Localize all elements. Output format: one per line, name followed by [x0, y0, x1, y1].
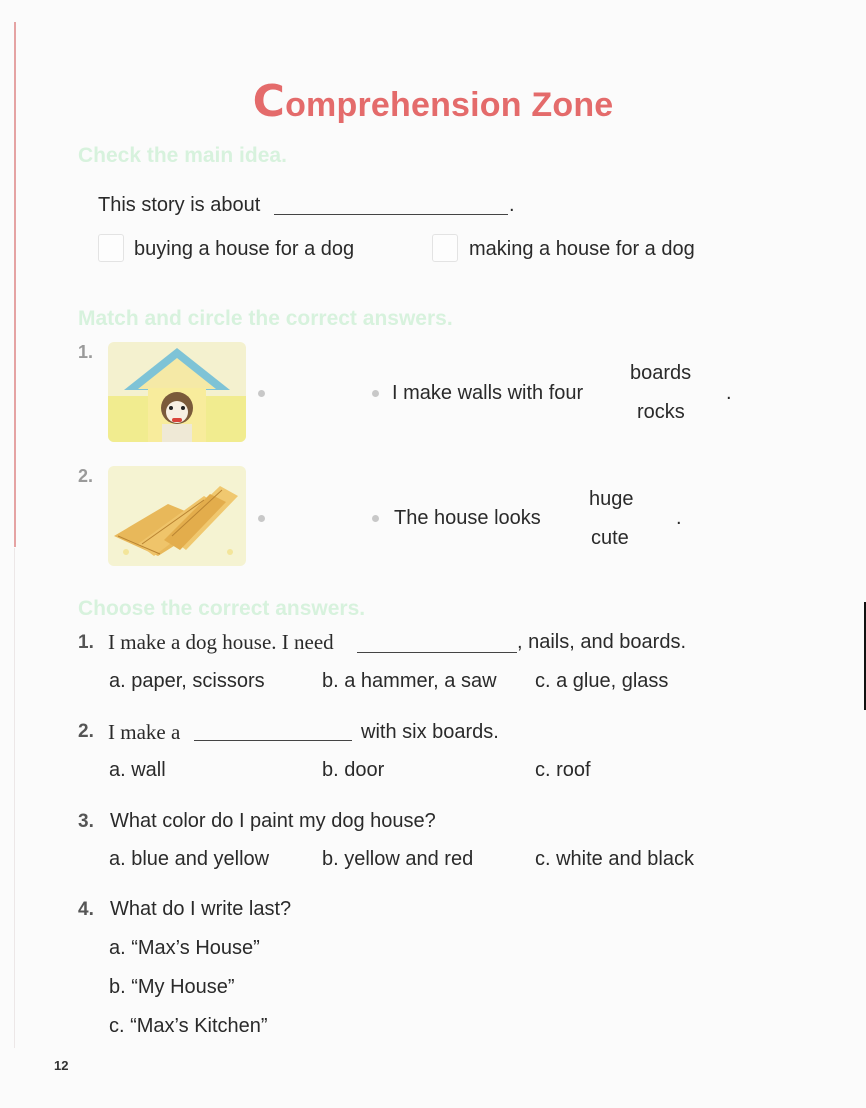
- question-3-option-a[interactable]: a. blue and yellow: [109, 848, 270, 870]
- choose-heading: Choose the correct answers.: [78, 597, 366, 620]
- question-2-option-a[interactable]: a. wall: [109, 759, 166, 781]
- match-right-dot-1[interactable]: [372, 390, 379, 397]
- question-number-1: 1.: [78, 632, 94, 653]
- match-choice-2b[interactable]: cute: [591, 527, 629, 549]
- question-1-option-c[interactable]: c. a glue, glass: [535, 670, 669, 692]
- match-end-2: .: [676, 507, 682, 529]
- question-3-option-b[interactable]: b. yellow and red: [322, 848, 474, 870]
- main-idea-blank[interactable]: [274, 214, 508, 215]
- main-idea-period: .: [509, 194, 515, 216]
- main-idea-option-2: making a house for a dog: [469, 238, 695, 260]
- question-number-3: 3.: [78, 811, 94, 832]
- question-3-option-c[interactable]: c. white and black: [535, 848, 694, 870]
- match-end-1: .: [726, 382, 732, 404]
- question-4-text: What do I write last?: [110, 898, 292, 920]
- match-number-2: 2.: [78, 466, 94, 486]
- question-4-option-b[interactable]: b. “My House”: [109, 976, 235, 998]
- question-4-option-a[interactable]: a. “Max’s House”: [109, 937, 260, 959]
- option-checkbox-2[interactable]: [432, 234, 458, 262]
- page-margin-line-faint: [14, 548, 15, 1048]
- main-idea-prompt: This story is about: [98, 194, 261, 216]
- question-2-option-c[interactable]: c. roof: [535, 759, 591, 781]
- match-sentence-2: The house looks: [394, 507, 541, 529]
- question-2-after: with six boards.: [361, 721, 499, 743]
- question-2-option-b[interactable]: b. door: [322, 759, 385, 781]
- match-left-dot-1[interactable]: [258, 390, 265, 397]
- question-1-option-a[interactable]: a. paper, scissors: [109, 670, 265, 692]
- question-number-2: 2.: [78, 721, 94, 742]
- question-2-before: I make a: [108, 720, 181, 744]
- title-rest: omprehension Zone: [285, 86, 614, 124]
- question-1-option-b[interactable]: b. a hammer, a saw: [322, 670, 497, 692]
- match-right-dot-2[interactable]: [372, 515, 379, 522]
- question-4-option-c[interactable]: c. “Max’s Kitchen”: [109, 1015, 268, 1037]
- question-number-4: 4.: [78, 899, 94, 920]
- wooden-boards-image: [108, 466, 246, 566]
- match-choice-2a[interactable]: huge: [589, 488, 634, 510]
- main-idea-option-1: buying a house for a dog: [134, 238, 355, 260]
- match-number-1: 1.: [78, 342, 94, 362]
- title-first-letter: C: [252, 76, 286, 127]
- question-2-blank[interactable]: [194, 740, 352, 741]
- dog-house-image: [108, 342, 246, 442]
- question-1-blank[interactable]: [357, 652, 517, 653]
- page-number: 12: [54, 1058, 69, 1073]
- option-checkbox-1[interactable]: [98, 234, 124, 262]
- match-choice-1a[interactable]: boards: [630, 362, 692, 384]
- question-1-before: I make a dog house. I need: [108, 630, 334, 654]
- match-heading: Match and circle the correct answers.: [78, 307, 453, 330]
- match-choice-1b[interactable]: rocks: [637, 401, 685, 423]
- main-idea-heading: Check the main idea.: [78, 144, 287, 167]
- question-3-text: What color do I paint my dog house?: [110, 810, 436, 832]
- match-sentence-1: I make walls with four: [392, 382, 584, 404]
- question-1-after: , nails, and boards.: [517, 631, 686, 653]
- page-title: [0, 76, 866, 127]
- match-left-dot-2[interactable]: [258, 515, 265, 522]
